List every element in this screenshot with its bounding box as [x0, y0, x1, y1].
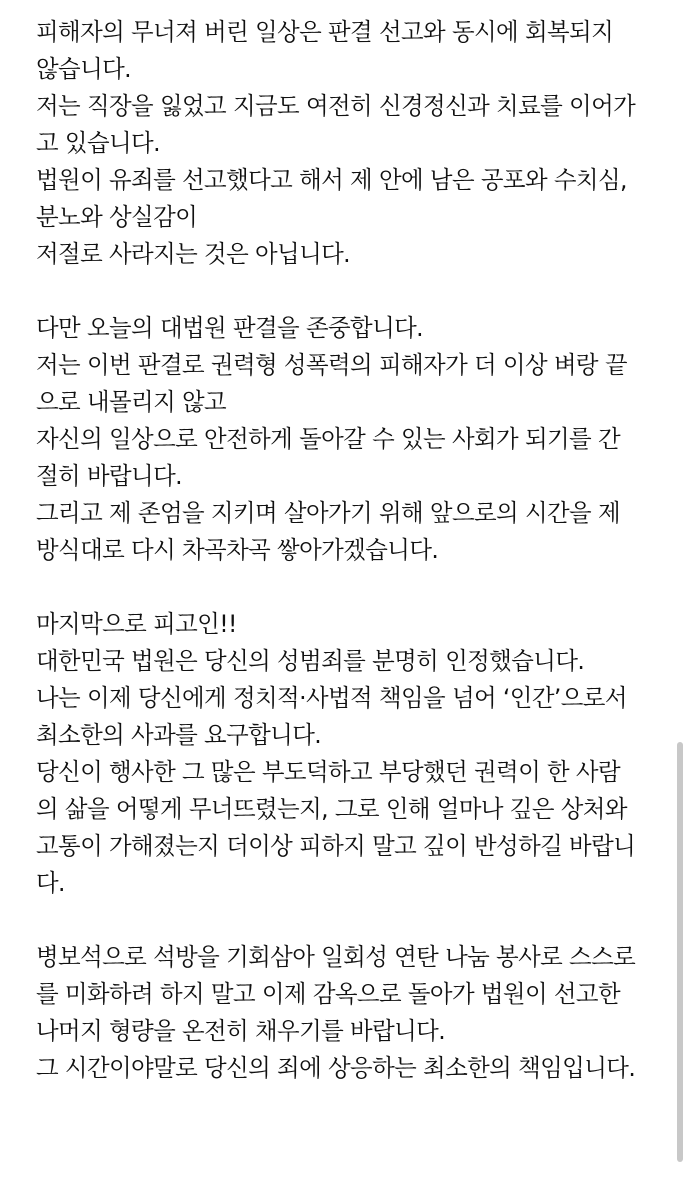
paragraph [36, 939, 666, 1087]
text-line: 병보석으로 석방을 기회삼아 일회성 연탄 나눔 봉사로 스스로 [36, 943, 636, 971]
text-line: 의 삶을 어떻게 무너뜨렸는지, 그로 인해 얼마나 깊은 상처와 [36, 795, 627, 823]
text-line: 분노와 상실감이 [36, 203, 198, 231]
text-line: 저절로 사라지는 것은 아닙니다. [36, 240, 351, 268]
text-line: 그리고 제 존엄을 지키며 살아가기 위해 앞으로의 시간을 제 [36, 499, 621, 527]
text-line: 저는 직장을 잃었고 지금도 여전히 신경정신과 치료를 이어가 [36, 92, 636, 120]
text-line: 그 시간이야말로 당신의 죄에 상응하는 최소한의 책임입니다. [36, 1054, 636, 1082]
paragraph-spacer [36, 569, 666, 606]
text-line: 마지막으로 피고인!! [36, 610, 237, 638]
text-line: 나머지 형량을 온전히 채우기를 바랍니다. [36, 1017, 446, 1045]
statement-text-area [36, 14, 666, 1087]
text-line: 저는 이번 판결로 권력형 성폭력의 피해자가 더 이상 벼랑 끝 [36, 351, 627, 379]
text-line: 를 미화하려 하지 말고 이제 감옥으로 돌아가 법원이 선고한 [36, 980, 621, 1008]
text-line: 다. [36, 869, 65, 897]
text-line: 절히 바랍니다. [36, 462, 183, 490]
text-line: 다만 오늘의 대법원 판결을 존중합니다. [36, 314, 424, 342]
text-line: 으로 내몰리지 않고 [36, 388, 227, 416]
text-line: 고통이 가해졌는지 더이상 피하지 말고 깊이 반성하길 바랍니 [36, 832, 636, 860]
paragraph [36, 606, 666, 902]
text-line: 최소한의 사과를 요구합니다. [36, 721, 322, 749]
text-line: 당신이 행사한 그 많은 부도덕하고 부당했던 권력이 한 사람 [36, 758, 621, 786]
vertical-scrollbar[interactable] [673, 0, 687, 1200]
text-line: 방식대로 다시 차곡차곡 쌓아가겠습니다. [36, 536, 439, 564]
paragraph [36, 310, 666, 569]
paragraph-spacer [36, 273, 666, 310]
paragraph [36, 14, 666, 273]
text-line: 고 있습니다. [36, 129, 160, 157]
text-line: 나는 이제 당신에게 정치적·사법적 책임을 넘어 ‘인간’으로서 [36, 684, 627, 712]
text-line: 않습니다. [36, 55, 132, 83]
text-line: 피해자의 무너져 버린 일상은 판결 선고와 동시에 회복되지 [36, 18, 614, 46]
paragraph-spacer [36, 902, 666, 939]
text-line: 대한민국 법원은 당신의 성범죄를 분명히 인정했습니다. [36, 647, 585, 675]
scrollbar-thumb[interactable] [677, 742, 683, 1162]
text-line: 자신의 일상으로 안전하게 돌아갈 수 있는 사회가 되기를 간 [36, 425, 621, 453]
text-line: 법원이 유죄를 선고했다고 해서 제 안에 남은 공포와 수치심, [36, 166, 627, 194]
